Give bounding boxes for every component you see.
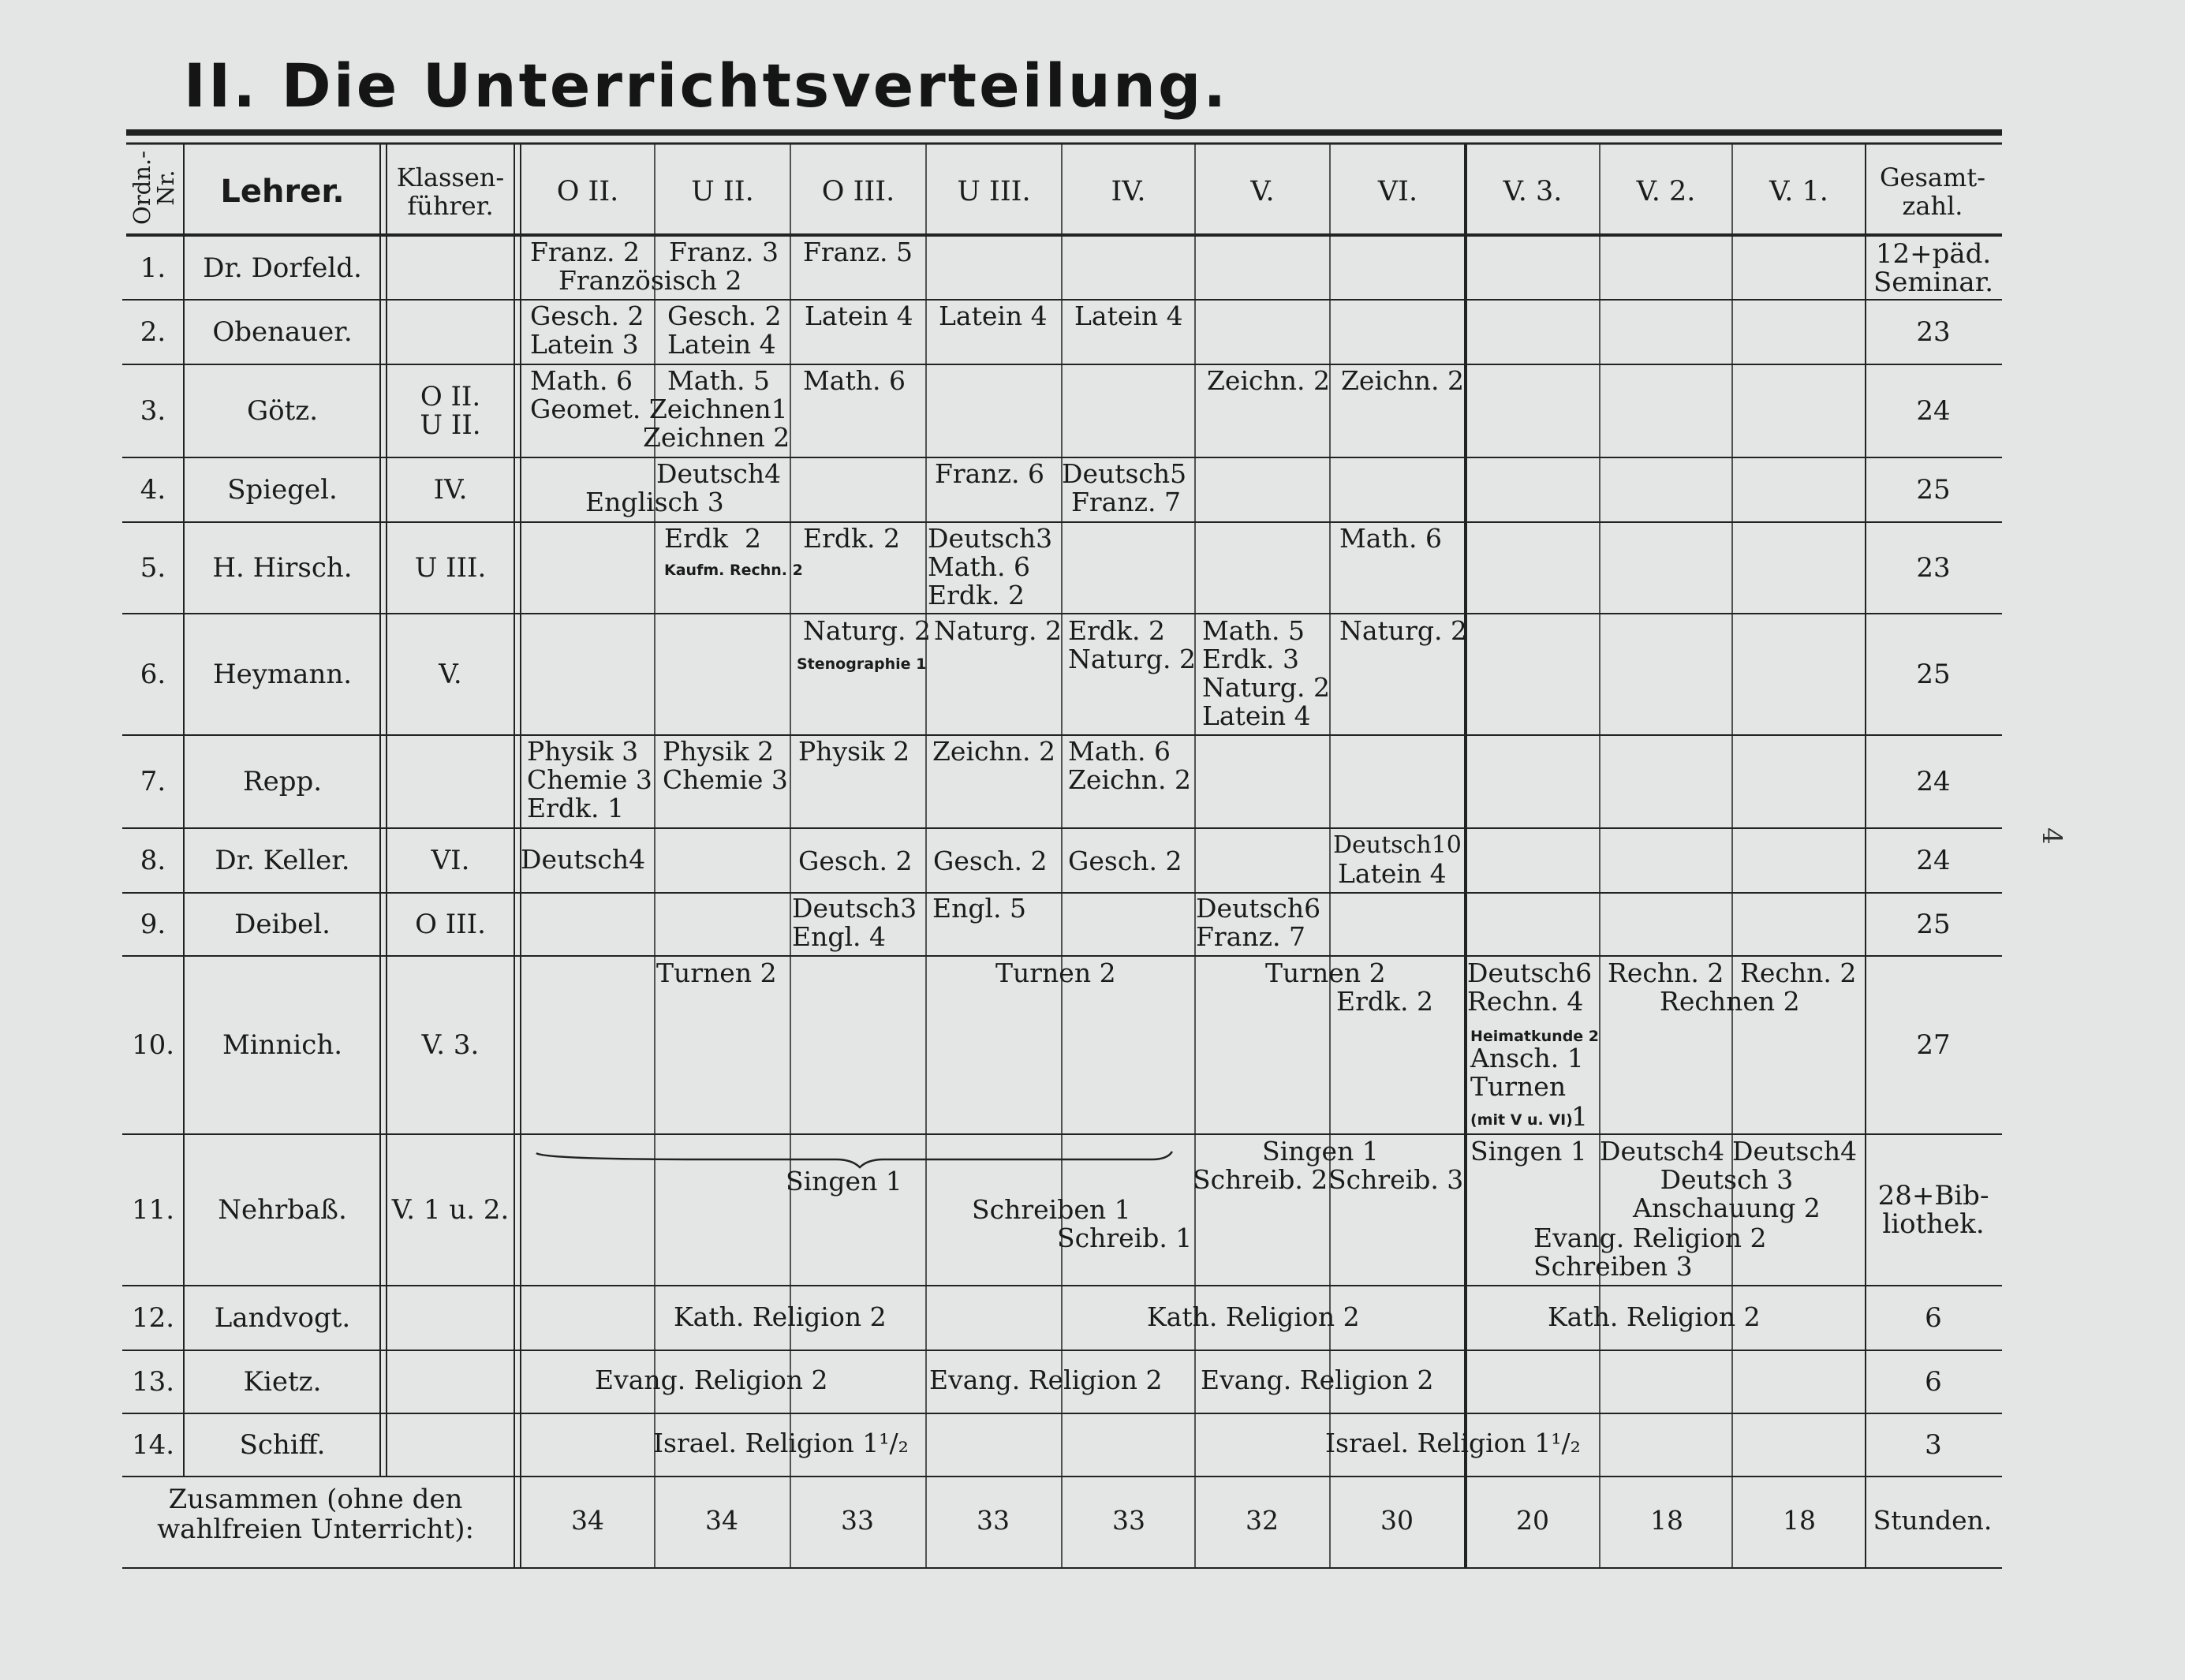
entry-r4-deutsch: Deutsch4	[656, 458, 782, 489]
entry-r2-u2: Gesch. 2 Latein 4	[667, 301, 782, 360]
entry-r11-schreib-iv: Schreib. 1	[1057, 1223, 1193, 1253]
entry-r3-geomet: Geomet. Zeichnen1	[530, 394, 788, 424]
row-6-total: 25	[1916, 659, 1951, 690]
row-6-nr: 6.	[140, 659, 166, 690]
header-class-iv: IV.	[1111, 175, 1146, 207]
entry-r10-turnen-a: Turnen 2	[656, 958, 777, 988]
summary-iv: 33	[1112, 1505, 1145, 1536]
entry-r5-u3: Deutsch3 Math. 6 Erdk. 2	[928, 523, 1053, 610]
entry-r11-singen: Singen 1	[786, 1166, 902, 1197]
row-14-total: 3	[1925, 1429, 1942, 1461]
entry-r10-v1: Rechn. 2	[1740, 958, 1857, 988]
entry-r11-singen-v3: Singen 1	[1470, 1136, 1587, 1167]
entry-r12-c: Kath. Religion 2	[1548, 1301, 1761, 1332]
summary-o3: 33	[841, 1505, 874, 1536]
row-14-nr: 14.	[131, 1429, 175, 1461]
row-8-name: Dr. Keller.	[215, 845, 350, 876]
entry-r10-turnen-b: Turnen 2	[995, 958, 1116, 988]
summary-vi: 30	[1380, 1505, 1414, 1536]
row-14-name: Schiff.	[239, 1429, 326, 1461]
row-2-nr: 2.	[140, 316, 166, 348]
entry-r11-schreib-v: Schreib. 2	[1193, 1164, 1328, 1195]
row-10-nr: 10.	[131, 1029, 175, 1061]
entry-r4-iv-deutsch: Deutsch5	[1062, 458, 1187, 489]
header-class-u2: U II.	[691, 175, 754, 207]
summary-o2: 34	[571, 1505, 604, 1536]
entry-r3-o2: Math. 6	[530, 365, 633, 396]
row-1-total: 12+päd. Seminar.	[1873, 238, 1994, 298]
header-ordn: Ordn.- Nr.	[129, 150, 179, 225]
entry-r12-a: Kath. Religion 2	[674, 1301, 887, 1332]
entry-r10-heimatkunde: Heimatkunde 2	[1470, 1028, 1600, 1045]
row-10-name: Minnich.	[222, 1029, 343, 1061]
entry-r10-v2: Rechn. 2	[1608, 958, 1724, 988]
row-11-klasse: V. 1 u. 2.	[391, 1194, 510, 1226]
summary-unit: Stunden.	[1873, 1505, 1993, 1536]
entry-r10-rechnen: Rechnen 2	[1660, 986, 1800, 1017]
entry-r5-kaufm: Kaufm. Rechn. 2	[664, 562, 803, 579]
entry-r8-vi-latein: Latein 4	[1338, 858, 1447, 889]
row-3-name: Götz.	[246, 395, 318, 427]
header-class-o3: O III.	[821, 175, 895, 207]
summary-v3: 20	[1516, 1505, 1549, 1536]
entry-r6-steno: Stenographie 1	[797, 655, 927, 673]
entry-r8-iv: Gesch. 2	[1068, 846, 1182, 876]
summary-v2: 18	[1650, 1505, 1683, 1536]
entry-r5-vi: Math. 6	[1339, 523, 1442, 554]
entry-r1-o3: Franz. 5	[803, 237, 913, 267]
row-13-total: 6	[1925, 1366, 1942, 1398]
entry-r2-iv: Latein 4	[1074, 301, 1183, 331]
header-class-v: V.	[1250, 175, 1275, 207]
entry-r3-vi: Zeichn. 2	[1341, 365, 1464, 396]
entry-r2-o2: Gesch. 2 Latein 3	[530, 301, 644, 360]
entry-r1-combined: Französisch 2	[558, 265, 742, 296]
header-gesamtzahl: Gesamt- zahl.	[1879, 162, 1985, 221]
header-class-v2: V. 2.	[1636, 175, 1696, 207]
row-4-klasse: IV.	[433, 474, 468, 506]
summary-u3: 33	[977, 1505, 1010, 1536]
row-12-total: 6	[1925, 1302, 1942, 1334]
entry-r13-a: Evang. Religion 2	[595, 1365, 828, 1395]
row-5-nr: 5.	[140, 552, 166, 584]
entry-r4-englisch: Englisch 3	[585, 487, 724, 517]
entry-r6-vi: Naturg. 2	[1339, 615, 1467, 646]
entry-r11-deutsch-anschauung: Deutsch 3 Anschauung 2	[1633, 1164, 1821, 1223]
entry-r10-mit-hours: 1	[1571, 1101, 1588, 1132]
entry-r2-u3: Latein 4	[939, 301, 1048, 331]
summary-label: Zusammen (ohne den wahlfreien Unterricht):	[157, 1484, 474, 1545]
entry-r7-o3: Physik 2	[798, 736, 910, 767]
row-2-name: Obenauer.	[212, 316, 353, 348]
entry-r11-schreiben: Schreiben 1	[972, 1194, 1131, 1225]
row-13-nr: 13.	[131, 1366, 175, 1398]
entry-r4-u3: Franz. 6	[935, 458, 1044, 489]
row-13-name: Kietz.	[243, 1366, 322, 1398]
entry-r7-iv: Math. 6 Zeichn. 2	[1068, 736, 1191, 795]
entry-r10-v3: Deutsch6 Rechn. 4	[1467, 958, 1593, 1017]
entry-r8-o3: Gesch. 2	[798, 846, 913, 876]
entry-r4-iv-franz: Franz. 7	[1071, 487, 1181, 517]
row-7-name: Repp.	[242, 766, 323, 797]
entry-r11-deutsch-v1: Deutsch4	[1732, 1136, 1858, 1167]
entry-r9-u3: Engl. 5	[932, 893, 1026, 924]
header-class-v1: V. 1.	[1769, 175, 1828, 207]
row-12-name: Landvogt.	[214, 1302, 351, 1334]
row-8-total: 24	[1916, 845, 1951, 876]
row-7-nr: 7.	[140, 766, 166, 797]
entry-r3-o3: Math. 6	[803, 365, 906, 396]
row-9-name: Deibel.	[234, 909, 331, 940]
entry-r2-o3: Latein 4	[805, 301, 913, 331]
entry-r13-b: Evang. Religion 2	[929, 1365, 1163, 1395]
row-9-klasse: O III.	[415, 909, 486, 940]
row-7-total: 24	[1916, 766, 1951, 797]
header-class-o2: O II.	[556, 175, 619, 207]
entry-r11-schreib-vi: Schreib. 3	[1328, 1164, 1464, 1195]
row-11-name: Nehrbaß.	[218, 1194, 347, 1226]
entry-r10-ansch-turnen: Ansch. 1 Turnen	[1470, 1043, 1584, 1102]
header-lehrer: Lehrer.	[220, 173, 345, 210]
row-10-klasse: V. 3.	[421, 1029, 480, 1061]
entry-r13-c: Evang. Religion 2	[1201, 1365, 1434, 1395]
entry-r1-u2: Franz. 3	[669, 237, 779, 267]
row-9-nr: 9.	[140, 909, 166, 940]
row-11-total: 28+Bib- liothek.	[1877, 1180, 1989, 1240]
entry-r8-o2: Deutsch4	[521, 844, 646, 875]
row-5-klasse: U III.	[414, 552, 487, 584]
entry-r14-a: Israel. Religion 1¹/₂	[653, 1428, 909, 1458]
entry-r14-b: Israel. Religion 1¹/₂	[1325, 1428, 1581, 1458]
entry-r10-turnen-c: Turnen 2	[1265, 958, 1386, 988]
row-5-total: 23	[1916, 552, 1951, 584]
entry-r9-v: Deutsch6 Franz. 7	[1196, 893, 1321, 952]
entry-r6-u3: Naturg. 2	[934, 615, 1062, 646]
entry-r3-u2: Math. 5	[667, 365, 770, 396]
entry-r3-v: Zeichn. 2	[1207, 365, 1330, 396]
row-10-total: 27	[1916, 1029, 1951, 1061]
row-6-name: Heymann.	[212, 659, 353, 690]
header-klassenfuehrer: Klassen- führer.	[396, 162, 505, 221]
row-3-nr: 3.	[140, 395, 166, 427]
row-4-nr: 4.	[140, 474, 166, 506]
entry-r7-u3: Zeichn. 2	[932, 736, 1055, 767]
entry-r11-evang-schreiben: Evang. Religion 2 Schreiben 3	[1533, 1223, 1767, 1282]
entry-r12-b: Kath. Religion 2	[1147, 1301, 1360, 1332]
summary-v: 32	[1246, 1505, 1279, 1536]
entry-r6-iv: Erdk. 2 Naturg. 2	[1068, 615, 1196, 674]
header-class-vi: VI.	[1377, 175, 1418, 207]
summary-u2: 34	[705, 1505, 738, 1536]
row-9-total: 25	[1916, 909, 1951, 940]
entry-r10-erdk: Erdk. 2	[1336, 986, 1433, 1017]
row-3-klasse: O II. U II.	[420, 381, 481, 441]
row-1-name: Dr. Dorfeld.	[203, 252, 362, 284]
entry-r1-o2: Franz. 2	[530, 237, 640, 267]
row-4-total: 25	[1916, 474, 1951, 506]
entry-r10-mit: (mit V u. VI)	[1470, 1111, 1573, 1129]
row-6-klasse: V.	[439, 659, 462, 690]
entry-r7-u2: Physik 2 Chemie 3	[663, 736, 788, 795]
entry-r11-singen-v: Singen 1	[1262, 1136, 1379, 1167]
row-4-name: Spiegel.	[227, 474, 338, 506]
entry-r3-zeichnen: Zeichnen 2	[643, 422, 790, 453]
row-11-nr: 11.	[131, 1194, 175, 1226]
row-8-klasse: VI.	[431, 845, 470, 876]
entry-r9-o3: Deutsch3 Engl. 4	[792, 893, 917, 952]
header-class-v3: V. 3.	[1503, 175, 1563, 207]
row-8-nr: 8.	[140, 845, 166, 876]
summary-v1: 18	[1783, 1505, 1816, 1536]
entry-r5-o3: Erdk. 2	[803, 523, 900, 554]
entry-r6-o3: Naturg. 2	[803, 615, 931, 646]
row-3-total: 24	[1916, 395, 1951, 427]
entry-r8-vi-deutsch: Deutsch10	[1333, 831, 1462, 859]
header-class-u3: U III.	[957, 175, 1031, 207]
row-12-nr: 12.	[131, 1302, 175, 1334]
entry-r11-deutsch-v2: Deutsch4	[1600, 1136, 1725, 1167]
row-5-name: H. Hirsch.	[212, 552, 353, 584]
entry-r6-v: Math. 5 Erdk. 3 Naturg. 2 Latein 4	[1202, 615, 1330, 731]
entry-r8-u3: Gesch. 2	[933, 846, 1048, 876]
row-2-total: 23	[1916, 316, 1951, 348]
entry-r7-o2: Physik 3 Chemie 3 Erdk. 1	[527, 736, 652, 823]
row-1-nr: 1.	[140, 252, 166, 284]
page-number: 4	[2035, 827, 2067, 845]
page-title: II. Die Unterrichtsverteilung.	[183, 50, 1229, 121]
entry-r5-u2: Erdk 2	[664, 523, 761, 554]
